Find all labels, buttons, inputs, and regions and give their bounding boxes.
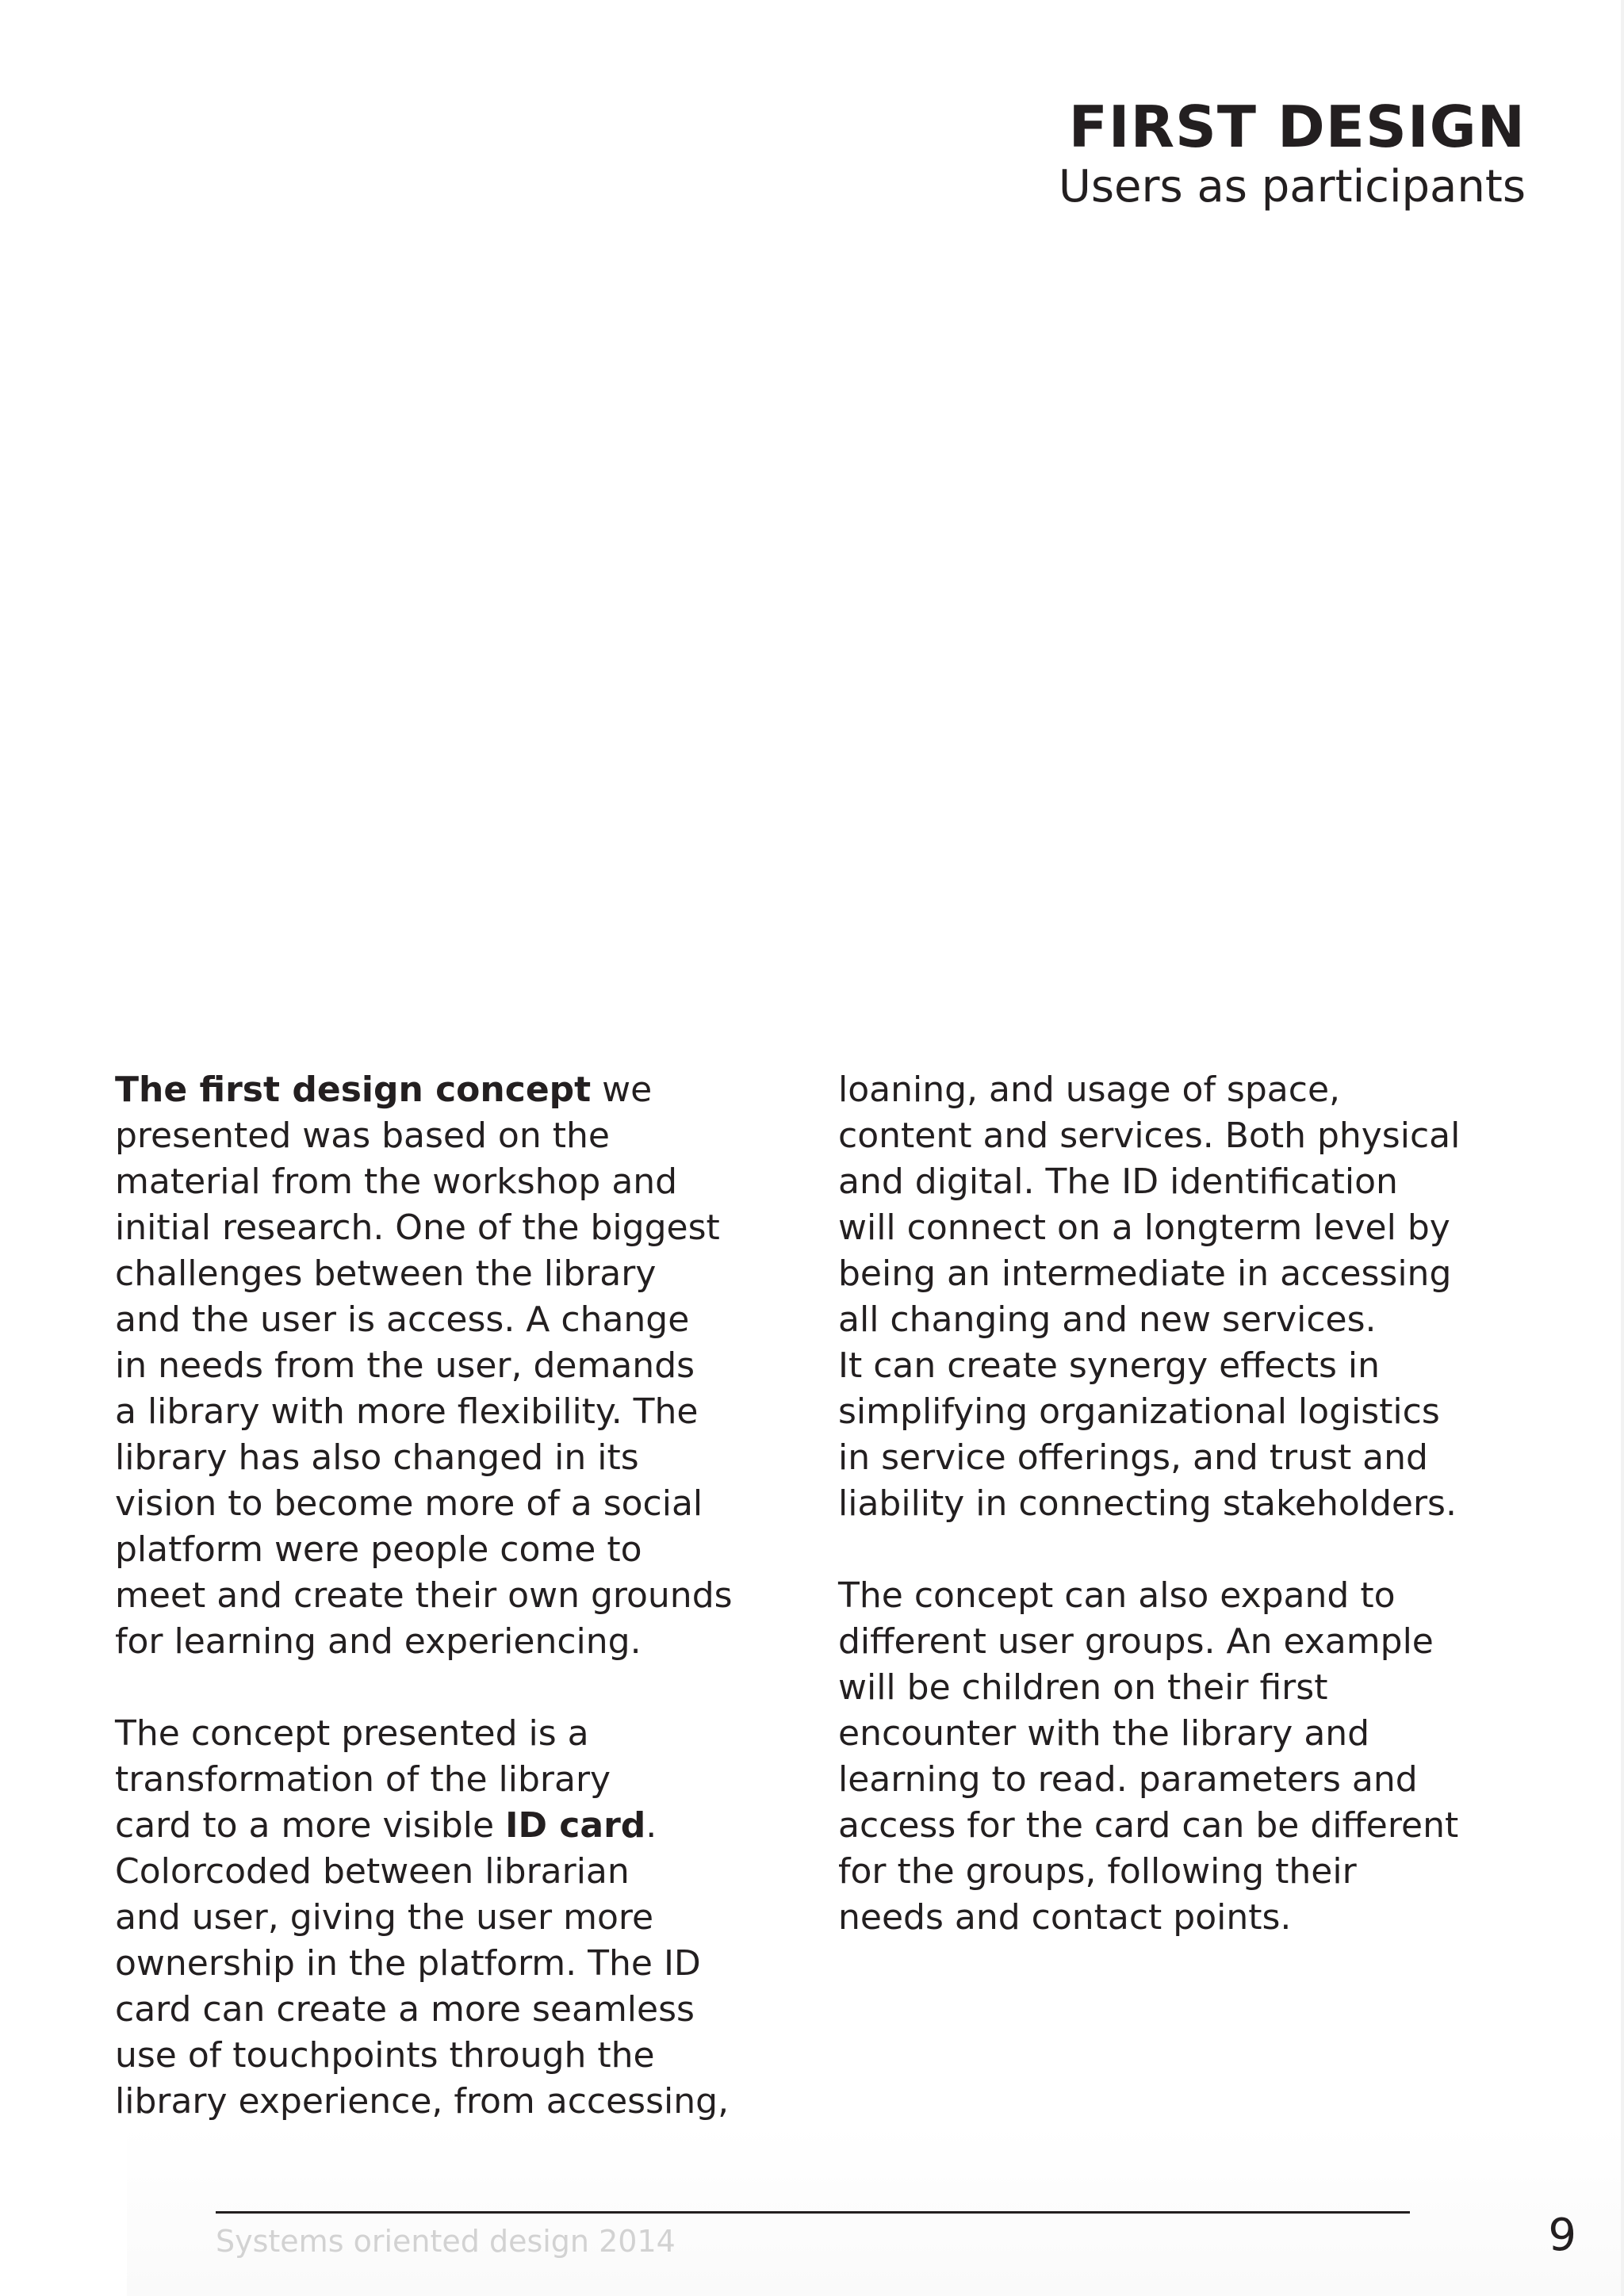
paragraph-line: The concept can also expand to xyxy=(838,1575,1396,1616)
paragraph-line: vision to become more of a social xyxy=(115,1483,703,1524)
paragraph-line: liability in connecting stakeholders. xyxy=(838,1483,1457,1524)
paragraph-line: initial research. One of the biggest xyxy=(115,1207,720,1248)
footer-divider xyxy=(216,2211,1410,2214)
paragraph-line: access for the card can be different xyxy=(838,1805,1459,1846)
paragraph-line: library has also changed in its xyxy=(115,1437,639,1478)
page-title: FIRST DESIGN xyxy=(1068,94,1526,160)
page-header xyxy=(1059,89,1526,212)
paragraph-line: challenges between the library xyxy=(115,1253,657,1294)
paragraph-line: loaning, and usage of space, xyxy=(838,1070,1340,1110)
paragraph-line: and user, giving the user more xyxy=(115,1897,654,1938)
paragraph-line: content and services. Both physical xyxy=(838,1115,1461,1156)
paragraph-line: library experience, from accessing, xyxy=(115,2081,730,2122)
paragraph-line: Colorcoded between librarian xyxy=(115,1851,630,1892)
paragraph-line: use of touchpoints through the xyxy=(115,2035,655,2076)
line-text: we xyxy=(591,1070,653,1110)
paragraph-line: learning to read. parameters and xyxy=(838,1759,1418,1800)
footer-caption: Systems oriented design 2014 xyxy=(216,2224,676,2259)
paragraph-line: will connect on a longterm level by xyxy=(838,1207,1450,1248)
paragraph-line: meet and create their own grounds xyxy=(115,1575,733,1616)
paragraph-line: for the groups, following their xyxy=(838,1851,1357,1892)
page-subtitle: Users as participants xyxy=(1058,161,1526,212)
paragraph-line: transformation of the library xyxy=(115,1759,611,1800)
paragraph-line: and digital. The ID identification xyxy=(838,1161,1398,1202)
page-shade xyxy=(127,2125,1624,2296)
left-column xyxy=(115,1067,797,2125)
paragraph-gap xyxy=(838,1527,1576,1573)
paragraph-line: ownership in the platform. The ID xyxy=(115,1943,701,1984)
paragraph-line: in needs from the user, demands xyxy=(115,1345,695,1386)
paragraph-line: presented was based on the xyxy=(115,1115,610,1156)
paragraph-line: all changing and new services. xyxy=(838,1299,1377,1340)
paragraph-line: simplifying organizational logistics xyxy=(838,1391,1440,1432)
paragraph-line: being an intermediate in accessing xyxy=(838,1253,1452,1294)
paragraph-line: card can create a more seamless xyxy=(115,1989,695,2030)
paragraph-line: platform were people come to xyxy=(115,1529,642,1570)
paragraph-line: for learning and experiencing. xyxy=(115,1621,642,1662)
bold-lead-text: The first design concept xyxy=(115,1070,592,1110)
page-edge xyxy=(1621,0,1624,2296)
paragraph-line: and the user is access. A change xyxy=(115,1299,690,1340)
paragraph-line: a library with more flexibility. The xyxy=(115,1391,699,1432)
line-text: card to a more visible xyxy=(115,1805,506,1846)
page-number: 9 xyxy=(1548,2210,1576,2261)
line-text: . xyxy=(645,1805,657,1846)
paragraph-line: material from the workshop and xyxy=(115,1161,678,1202)
paragraph-gap xyxy=(115,1665,797,1711)
paragraph-line: in service offerings, and trust and xyxy=(838,1437,1428,1478)
right-column xyxy=(838,1067,1576,1941)
paragraph-line xyxy=(115,1803,797,1849)
paragraph-line: will be children on their first xyxy=(838,1667,1328,1708)
paragraph-line xyxy=(115,1067,797,1113)
paragraph-line: It can create synergy effects in xyxy=(838,1345,1381,1386)
bold-term: ID card xyxy=(505,1805,646,1846)
paragraph-line: different user groups. An example xyxy=(838,1621,1434,1662)
paragraph-line: encounter with the library and xyxy=(838,1713,1370,1754)
paragraph-line: The concept presented is a xyxy=(115,1713,589,1754)
paragraph-line: needs and contact points. xyxy=(838,1897,1292,1938)
